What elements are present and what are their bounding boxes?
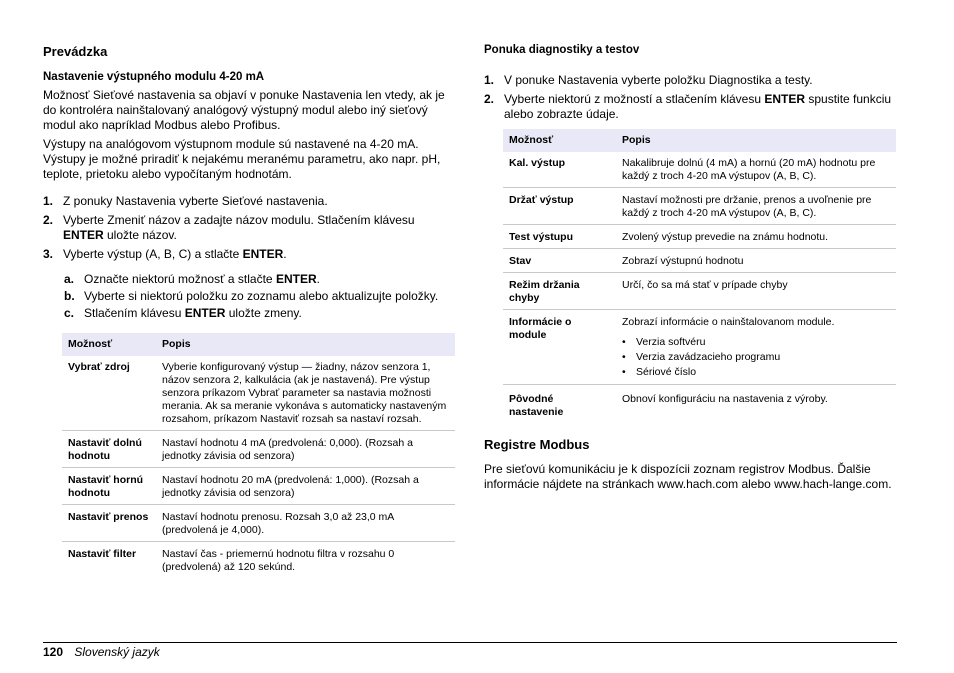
table-cell-description: Nastaví hodnotu 20 mA (predvolená: 1,000). (Rozsah a jednotky závisia od senzora) [162,474,419,499]
table-header-description: Popis [616,129,896,152]
substep-letter: a. [64,272,75,286]
table-row [503,152,896,188]
module-info-list [622,335,890,380]
section-title: Prevádzka [43,44,108,59]
table-header-description: Popis [156,333,455,356]
table-row [62,468,455,505]
footer [43,645,160,659]
subsection-title-diagnostics: Ponuka diagnostiky a testov [484,44,640,56]
substep-text: Označte niektorú možnosť a stlačte ENTER. [84,272,320,286]
table-row [503,310,896,385]
step-2 [43,213,457,243]
step-text: V ponuke Nastavenia vyberte položku Diagnostika a testy. [504,73,813,87]
table-cell-option: Držať výstup [509,194,574,206]
table-row [503,249,896,273]
table-cell-description: Nakalibruje dolnú (4 mA) a hornú (20 mA) hodnotu pre každý z troch 4-20 mA výstupov (A, B, C). [622,157,876,182]
list-item: • Verzia zavádzacieho programu [636,350,890,365]
table-row [503,385,896,424]
module-info-description: Zobrazí informácie o nainštalovanom module. [622,316,835,328]
table-header-option: Možnosť [62,333,156,356]
table-cell-description: Nastaví čas - priemernú hodnotu filtra v rozsahu 0 (predvolená) až 120 sekúnd. [162,548,395,573]
table-row [503,225,896,249]
table-cell-description: Určí, čo sa má stať v prípade chyby [622,279,788,291]
table-cell-option: Nastaviť filter [68,548,137,560]
table-cell-option: Informácie o module [509,316,572,341]
table-cell-description [616,310,896,385]
table-header-row [62,333,455,356]
table-cell-description: Zvolený výstup prevedie na známu hodnotu. [622,231,829,243]
step-text: Vyberte niektorú z možností a stlačením klávesu ENTER spustite funkciu alebo zobrazte údaje. [504,92,892,121]
step-text: Vyberte Zmeniť názov a zadajte názov modulu. Stlačením klávesu ENTER uložte názov. [63,213,415,242]
step-number: 3. [43,247,54,261]
footer-divider [43,642,897,643]
table-cell-option: Vybrať zdroj [68,361,130,373]
step-number: 2. [43,213,54,227]
substep-text: Stlačením klávesu ENTER uložte zmeny. [84,306,302,320]
list-item: • Verzia softvéru [636,335,890,350]
table-row [62,356,455,431]
substep-c [64,306,459,321]
substep-letter: b. [64,289,75,303]
table-row [62,505,455,542]
table-cell-option: Test výstupu [509,231,573,243]
table-header-option: Možnosť [503,129,616,152]
table-cell-option: Pôvodné nastavenie [509,393,564,418]
step-number: 1. [43,194,54,208]
subsection-title-output-module: Nastavenie výstupného modulu 4-20 mA [43,71,265,83]
step-text: Z ponuky Nastavenia vyberte Sieťové nastavenia. [63,194,328,208]
intro-paragraph-2: Výstupy na analógovom výstupnom module sú nastavené na 4-20 mA. Výstupy je možné priradiť k nejakému meranému parametru, ako napr. pH, teplote, prietoku alebo vypočítaným hodnotám. [43,137,441,181]
diagnostics-options-table [503,129,896,423]
intro-paragraph-1: Možnosť Sieťové nastavenia sa objaví v ponuke Nastavenia len vtedy, ak je do kontroléra nainštalovaný analógový výstupný modul alebo iný sieťový modul ako napríklad Modbus alebo Profibus. [43,88,445,132]
diag-step-1 [484,73,897,88]
table-row [503,188,896,225]
step-3 [43,247,457,262]
table-row [62,542,455,579]
table-cell-option: Nastaviť hornú hodnotu [68,474,144,499]
substep-b [64,289,459,304]
output-options-table [62,333,455,578]
step-1 [43,194,457,209]
table-cell-description: Nastaví hodnotu prenosu. Rozsah 3,0 až 23,0 mA (predvolená je 4,000). [162,511,394,536]
substep-a [64,272,459,287]
modbus-title: Registre Modbus [484,437,590,452]
table-cell-option: Režim držania chyby [509,279,580,304]
substep-letter: c. [64,306,75,320]
table-cell-option: Kal. výstup [509,157,566,169]
table-cell-option: Stav [509,255,532,267]
table-cell-description: Obnoví konfiguráciu na nastavenia z výroby. [622,393,828,405]
diag-step-2 [484,92,897,122]
table-header-row [503,129,896,152]
table-cell-description: Vyberie konfigurovaný výstup — žiadny, názov senzora 1, názov senzora 2, kalkulácia (ak je nastavená). Pre výstup senzora príkazom Vybrať parameter sa nastavia možnosti merania. Ak sa meranie vykonáva s automaticky nastaveným rozsahom, príkazom Nastaviť rozsah sa nastaví rozsah. [162,361,447,425]
list-item: • Sériové číslo [636,365,890,380]
page-number: 120 [43,645,64,659]
step-number: 2. [484,92,495,106]
table-cell-description: Nastaví hodnotu 4 mA (predvolená: 0,000). (Rozsah a jednotky závisia od senzora) [162,437,413,462]
table-cell-description: Nastaví možnosti pre držanie, prenos a uvoľnenie pre každý z troch 4-20 mA výstupov (A, B, C). [622,194,872,219]
step-text: Vyberte výstup (A, B, C) a stlačte ENTER. [63,247,287,261]
table-cell-option: Nastaviť prenos [68,511,149,523]
table-row [503,273,896,310]
substep-text: Vyberte si niektorú položku zo zoznamu alebo aktualizujte položky. [84,289,439,303]
footer-language: Slovenský jazyk [74,645,160,659]
step-number: 1. [484,73,495,87]
table-cell-option: Nastaviť dolnú hodnotu [68,437,142,462]
table-row [62,431,455,468]
modbus-paragraph: Pre sieťovú komunikáciu je k dispozícii zoznam registrov Modbus. Ďalšie informácie nájdete na stránkach www.hach.com alebo www.hach-lange.com. [484,462,892,491]
table-cell-description: Zobrazí výstupnú hodnotu [622,255,744,267]
